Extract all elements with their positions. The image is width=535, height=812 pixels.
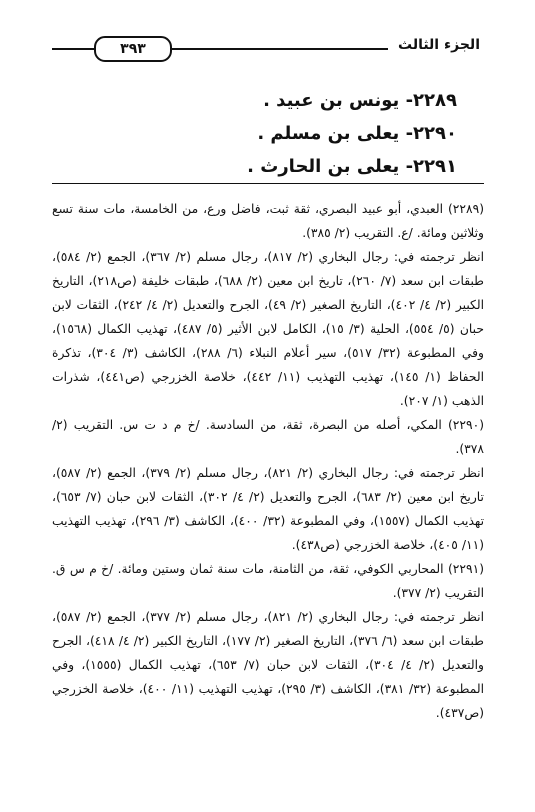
footnote-2289-summary: (٢٢٨٩) العبدي، أبو عبيد البصري، ثقة ثبت، فاضل ورع، من الخامسة، مات سنة تسع وثلاثين ومائة. /ع. التقريب (٢/ ٣٨٥). — [52, 202, 484, 240]
footnote-2291-references: انظر ترجمته في: رجال البخاري (٢/ ٨٢١)، رجال مسلم (٢/ ٣٧٧)، الجمع (٢/ ٥٨٧)، طبقات ابن سعد (٦/ ٣٧٦)، التاريخ الصغير (٢/ ١٧٧)، التاريخ الكبير (٢/ ٤/ ٤١٨)، الجرح والتعديل (٢/ ٤/ ٣٠٤)، الثقات لابن حبان (٧/ ٦٥٣)، تهذيب الكمال (١٥٥٥)، وفي المطبوعة (٣٢/ ٣٨١)، الكاشف (٣/ ٢٩٥)، تهذيب التهذيب (١١/ ٤٠٠)، خلاصة الخزرجي (ص٤٣٧). — [52, 610, 485, 720]
footnote-2290-references: انظر ترجمته في: رجال البخاري (٢/ ٨٢١)، رجال مسلم (٢/ ٣٧٩)، الجمع (٢/ ٥٨٧)، تاريخ ابن معين (٢/ ٦٨٣)، الجرح والتعديل (٢/ ٤/ ٣٠٢)، الثقات لابن حبان (٧/ ٦٥٣)، تهذيب الكمال (١٥٥٧)، وفي المطبوعة (٣٢/ ٤٠٠)، الكاشف (٣/ ٢٩٦)، تهذيب التهذيب (١١/ ٤٠٥)، خلاصة الخزرجي (ص٤٣٨). — [52, 466, 484, 552]
footnote-2291-summary: (٢٢٩١) المحاربي الكوفي، ثقة، من الثامنة، مات سنة ثمان وستين ومائة. /خ م س ق. التقريب (٢/ ٣٧٧). — [52, 562, 484, 600]
entry-2290: ٢٢٩٠- يعلى بن مسلم . — [257, 123, 457, 144]
running-title: الجزء الثالث — [388, 37, 480, 53]
footnote-2290-summary: (٢٢٩٠) المكي، أصله من البصرة، ثقة، من السادسة. /خ م د ت س. التقريب (٢/ ٣٧٨). — [52, 418, 484, 456]
page-header — [52, 38, 480, 60]
footnote-separator — [52, 183, 484, 184]
footnotes — [52, 197, 484, 725]
entry-list — [127, 84, 457, 183]
footnote-2289-references: انظر ترجمته في: رجال البخاري (٢/ ٨١٧)، رجال مسلم (٢/ ٣٦٧)، الجمع (٢/ ٥٨٤)، طبقات ابن سعد (٧/ ٢٦٠)، تاريخ ابن معين (٢/ ٦٨٨)، طبقات خليفة (ص٢١٨)، التاريخ الكبير (٢/ ٤/ ٤٠٢)، التاريخ الصغير (٢/ ٤٩)، الجرح والتعديل (٢/ ٤/ ٢٤٢)، الثقات لابن حبان (٥/ ٥٥٤)، الحلية (٣/ ١٥)، الكامل لابن الأثير (٥/ ٤٨٧)، تهذيب الكمال (١٥٦٨)، وفي المطبوعة (٣٢/ ٥١٧)، سير أعلام النبلاء (٦/ ٢٨٨)، الكاشف (٣/ ٣٠٤)، تذكرة الحفاظ (١/ ١٤٥)، تهذيب التهذيب (١١/ ٤٤٢)، خلاصة الخزرجي (ص٤٤١)، شذرات الذهب (١/ ٢٠٧). — [52, 250, 485, 408]
page-number: ٣٩٣ — [94, 36, 172, 62]
entry-2291: ٢٢٩١- يعلى بن الحارث . — [247, 156, 457, 177]
entry-2289: ٢٢٨٩- يونس بن عبيد . — [263, 90, 457, 111]
